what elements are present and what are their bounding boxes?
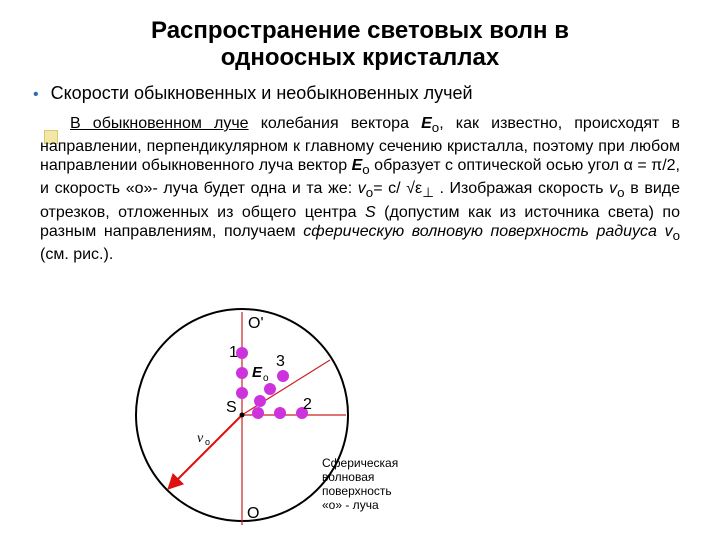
oscillation-dot — [236, 387, 248, 399]
center-s-dot — [240, 413, 245, 418]
label-o: O — [247, 505, 260, 522]
para-text: , как известно, происходят в направлении, перпендикулярном к главному сечению кристалла, поэтому при любом направлении обыкновенного луча вектор — [40, 115, 680, 175]
label-ray-2: 2 — [303, 396, 312, 413]
caption-line: «о» - луча — [322, 498, 379, 512]
para-formula: = c/ √ε — [373, 180, 423, 198]
title-line-1: Распространение световых волн в — [151, 17, 569, 44]
label-ray-1: 1 — [229, 344, 238, 361]
label-ray-3: 3 — [276, 353, 285, 370]
label-e-vector: E — [252, 364, 263, 381]
para-v-symbol: v — [664, 222, 673, 240]
velocity-arrow — [170, 415, 242, 487]
label-o-prime: O' — [248, 315, 264, 332]
para-e-symbol: E — [351, 157, 363, 175]
title-line-2: одноосных кристаллах — [220, 44, 500, 71]
label-velocity-sub: o — [205, 437, 211, 447]
oscillation-dot — [274, 407, 286, 419]
para-text: в виде отрезков, отложенных из общего центра — [40, 180, 681, 221]
oscillation-dot — [277, 370, 289, 382]
para-italic: сферическую волновую поверхность радиуса — [303, 222, 665, 240]
para-text: . Изображая скорость — [433, 180, 610, 198]
label-e-sub: o — [263, 373, 269, 384]
para-s-symbol: S — [365, 203, 376, 221]
figure-caption — [322, 456, 398, 512]
label-velocity: v — [197, 431, 204, 446]
label-center-s: S — [226, 399, 237, 416]
para-sub: o — [431, 120, 440, 136]
para-sub: o — [672, 227, 680, 243]
para-sub: ⊥ — [422, 185, 434, 201]
para-e-symbol: E — [421, 115, 432, 132]
bullet-text: Скорости обыкновенных и необыкновенных лучей — [50, 83, 473, 103]
caption-line: поверхность — [322, 484, 392, 498]
para-sub: o — [617, 185, 625, 201]
para-text: образует с оптической осью угол α = π/2, и скорость «о»- луча будет одна и та же: — [40, 157, 681, 198]
oscillation-dot — [254, 395, 266, 407]
caption-line: волновая — [322, 470, 375, 484]
para-text: (см. рис.). — [40, 245, 114, 263]
caption-line: Сферическая — [322, 456, 399, 470]
oscillation-dot — [236, 367, 248, 379]
oscillation-dot — [264, 383, 276, 395]
para-v-symbol: v — [357, 180, 366, 198]
oscillation-dot — [252, 407, 264, 419]
bullet-dot-icon: • — [33, 86, 39, 103]
para-sub: o — [362, 162, 370, 178]
para-underlined: В обыкновенном луче — [70, 115, 249, 132]
para-v-symbol: v — [609, 180, 618, 198]
para-text: колебания вектора — [248, 115, 422, 132]
para-sub: o — [365, 185, 374, 201]
para-text: (допустим как из источника света) по разным направлениям, получаем — [40, 203, 680, 240]
